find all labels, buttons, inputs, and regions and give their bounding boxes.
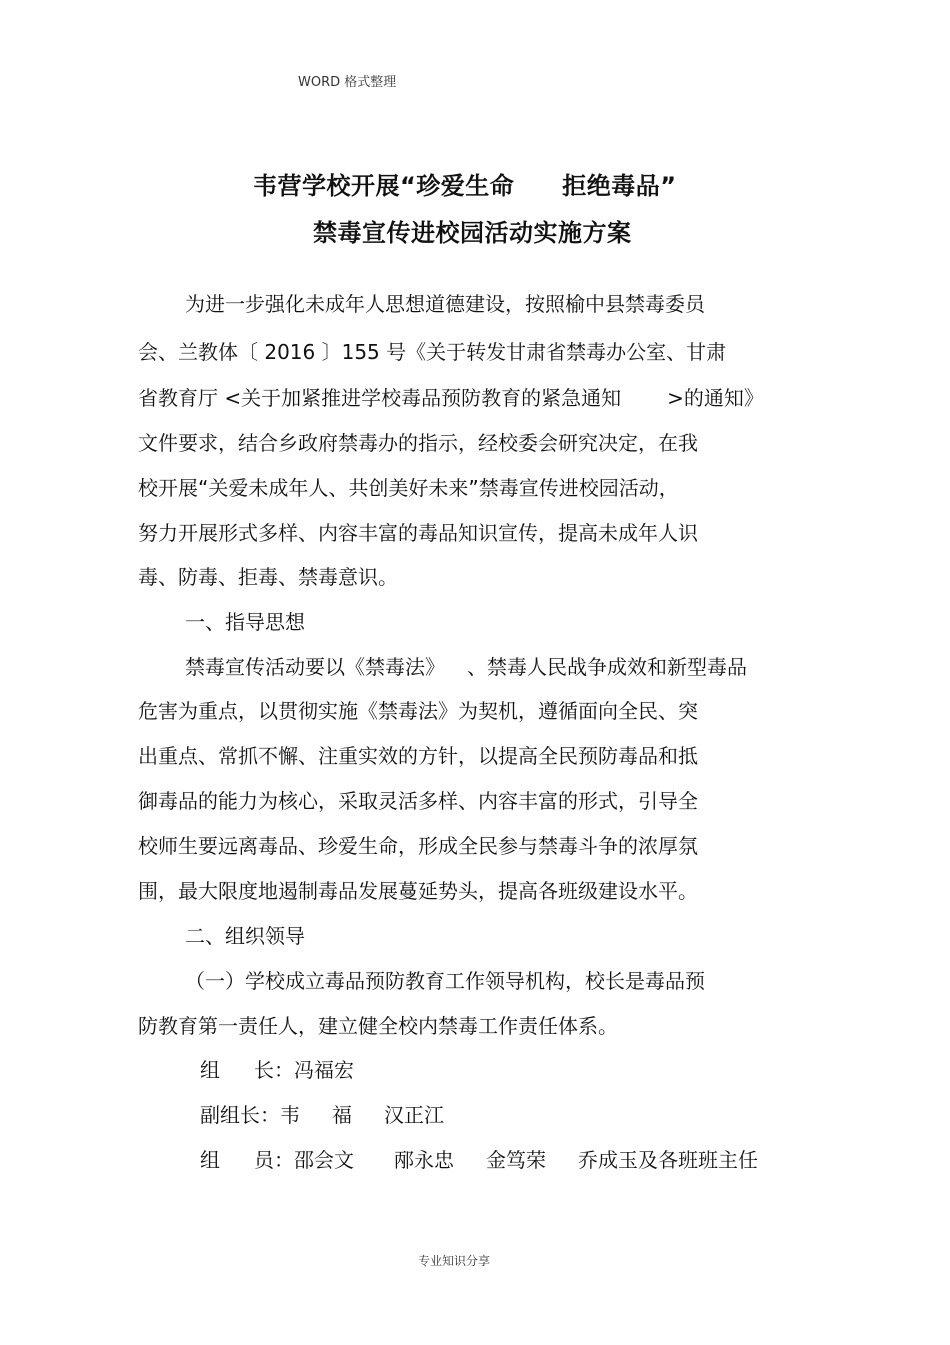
group-leader-label-a: 组 [200, 1058, 220, 1082]
deputy-name-2: 汉正江 [384, 1103, 444, 1127]
section-2-heading: 二、组织领导 [185, 924, 305, 948]
intro-line-5: 校开展“关爱未成年人、共创美好未来”禁毒宣传进校园活动， [138, 476, 679, 500]
section-1-line-1-a: 禁毒宣传活动要以《禁毒法》 [185, 655, 445, 679]
group-members-row [200, 1144, 758, 1173]
member-1: 邵会文 [294, 1148, 354, 1172]
document-title-line-2: 禁毒宣传进校园活动实施方案 [313, 219, 632, 247]
section-1-line-2: 危害为重点，以贯彻实施《禁毒法》为契机，遵循面向全民、突 [138, 699, 698, 723]
intro-line-3-a: 省教育厅 <关于加紧推进学校毒品预防教育的紧急通知 [138, 386, 622, 410]
intro-line-2: 会、兰教体〔 2016 〕155 号《关于转发甘肃省禁毒办公室、甘肃 [138, 340, 727, 364]
intro-line-7: 毒、防毒、拒毒、禁毒意识。 [138, 565, 398, 589]
member-2: 邴永忠 [394, 1148, 454, 1172]
section-1-line-3: 出重点、常抓不懈、注重实效的方针，以提高全民预防毒品和抵 [138, 744, 698, 768]
intro-line-3 [138, 382, 764, 411]
deputy-name-1a: 韦 [280, 1103, 300, 1127]
group-leader-label-b: 长： [254, 1058, 294, 1082]
section-1-heading: 一、指导思想 [185, 610, 305, 634]
title-part-a: 韦营学校开展“珍爱生命 [253, 172, 515, 200]
deputy-leader-label: 副组长： [200, 1103, 280, 1127]
page-footer: 专业知识分享 [418, 1254, 491, 1268]
intro-line-1: 为进一步强化未成年人思想道德建设，按照榆中县禁毒委员 [185, 292, 705, 316]
group-members-label-a: 组 [200, 1148, 220, 1172]
section-1-line-6: 围，最大限度地遏制毒品发展蔓延势头，提高各班级建设水平。 [138, 879, 698, 903]
group-members-label-b: 员： [254, 1148, 294, 1172]
intro-line-6: 努力开展形式多样、内容丰富的毒品知识宣传，提高未成年人识 [138, 521, 698, 545]
deputy-leader-row [200, 1099, 444, 1128]
section-2-line-2: 防教育第一责任人，建立健全校内禁毒工作责任体系。 [138, 1014, 618, 1038]
document-title-line-1 [253, 166, 677, 201]
section-2-line-1: （一）学校成立毒品预防教育工作领导机构，校长是毒品预 [185, 969, 705, 993]
member-4: 乔成玉及各班班主任 [578, 1148, 758, 1172]
section-1-line-5: 校师生要远离毒品、珍爱生命，形成全民参与禁毒斗争的浓厚氛 [138, 834, 698, 858]
title-part-b: 拒绝毒品” [562, 172, 677, 200]
deputy-name-1b: 福 [332, 1103, 352, 1127]
group-leader-row [200, 1054, 354, 1083]
page-header: WORD 格式整理 [298, 75, 397, 90]
group-leader-name: 冯福宏 [294, 1058, 354, 1082]
member-3: 金笃荣 [486, 1148, 546, 1172]
intro-line-3-b: >的通知》 [667, 386, 764, 410]
section-1-line-4: 御毒品的能力为核心，采取灵活多样、内容丰富的形式，引导全 [138, 789, 698, 813]
section-1-line-1-b: 、禁毒人民战争成效和新型毒品 [467, 655, 747, 679]
section-1-line-1 [185, 651, 747, 680]
intro-line-4: 文件要求，结合乡政府禁毒办的指示，经校委会研究决定，在我 [138, 431, 698, 455]
